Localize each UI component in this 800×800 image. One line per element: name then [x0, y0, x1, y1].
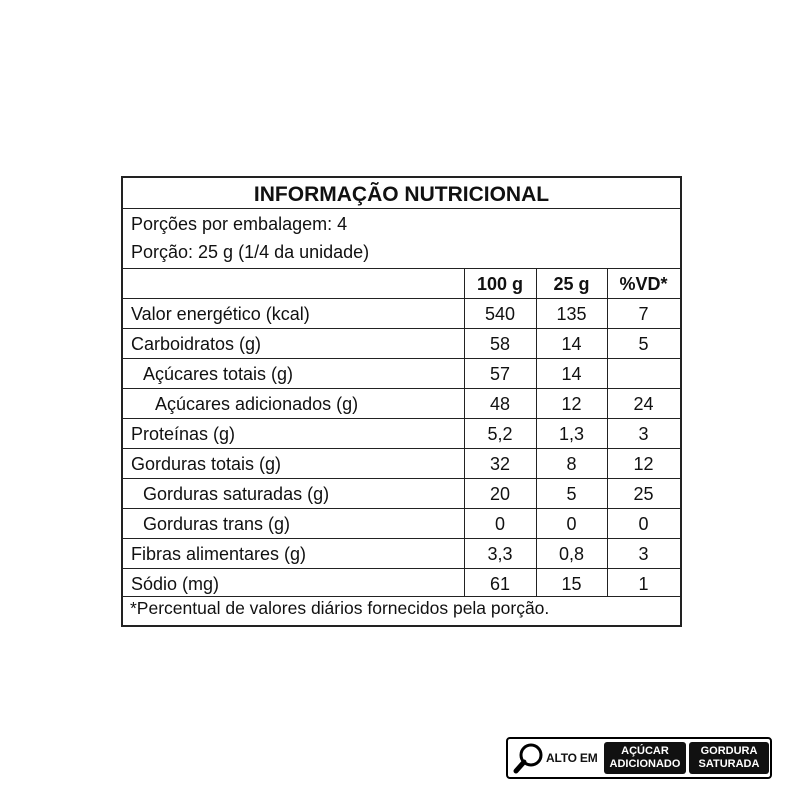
serving-size: Porção: 25 g (1/4 da unidade) [131, 242, 370, 262]
column-divider [464, 268, 465, 596]
added-sugar-warning [604, 742, 686, 774]
value-per-100g: 48 [489, 394, 511, 414]
nutrient-row [123, 509, 680, 539]
daily-value-percent: 5 [638, 334, 649, 354]
daily-value-percent: 25 [633, 484, 654, 504]
daily-value-percent [607, 359, 680, 389]
column-divider [607, 268, 608, 596]
column-header-dv: %VD* [619, 274, 668, 294]
value-per-serving: 5 [566, 484, 577, 504]
saturated-fat-warning [689, 742, 769, 774]
nutrient-name: Fibras alimentares (g) [131, 544, 307, 564]
daily-value-percent: 3 [638, 424, 649, 444]
value-per-serving: 0,8 [558, 544, 585, 564]
nutrient-row [123, 329, 680, 359]
nutrient-row [123, 359, 680, 389]
nutrient-row [123, 539, 680, 569]
value-per-100g: 32 [489, 454, 511, 474]
value-per-100g: 0 [494, 514, 505, 534]
header-row [123, 269, 680, 299]
high-in-warning-badge [506, 737, 772, 779]
nutrient-row [123, 389, 680, 419]
daily-value-percent: 3 [638, 544, 649, 564]
value-per-serving: 14 [561, 334, 582, 354]
divider [123, 596, 680, 597]
value-per-serving: 135 [556, 304, 587, 324]
nutrient-row [123, 479, 680, 509]
nutrient-name: Gorduras totais (g) [131, 454, 282, 474]
value-per-100g: 540 [484, 304, 516, 324]
magnifier-icon [512, 741, 546, 775]
value-per-100g: 5,2 [487, 424, 513, 444]
nutrient-row [123, 449, 680, 479]
value-per-serving: 8 [566, 454, 577, 474]
value-per-100g: 3,3 [487, 544, 513, 564]
column-header-100g: 100 g [476, 274, 524, 294]
nutrient-name: Gorduras saturadas (g) [143, 484, 330, 504]
nutrient-name: Açúcares adicionados (g) [155, 394, 359, 414]
nutrient-name: Sódio (mg) [131, 574, 220, 594]
value-per-serving: 15 [561, 574, 582, 594]
daily-value-percent: 7 [638, 304, 649, 324]
column-header-serving: 25 g [553, 274, 590, 294]
servings-per-package: Porções por embalagem: 4 [131, 214, 348, 234]
warning-line-1: AÇÚCAR [621, 745, 669, 757]
nutrition-facts-table [121, 176, 682, 627]
nutrient-row [123, 419, 680, 449]
value-per-serving: 0 [566, 514, 577, 534]
daily-value-percent: 12 [633, 454, 654, 474]
value-per-serving: 14 [561, 364, 582, 384]
value-per-100g: 58 [489, 334, 511, 354]
nutrient-name: Carboidratos (g) [131, 334, 262, 354]
table-title: INFORMAÇÃO NUTRICIONAL [123, 178, 680, 209]
nutrient-name: Gorduras trans (g) [143, 514, 291, 534]
daily-value-percent: 0 [638, 514, 649, 534]
nutrient-name: Valor energético (kcal) [131, 304, 310, 324]
alto-em-label: ALTO EM [546, 751, 598, 765]
alto-em-block [512, 741, 602, 775]
nutrient-name: Proteínas (g) [131, 424, 236, 444]
value-per-100g: 20 [489, 484, 511, 504]
warning-line-2: SATURADA [698, 758, 760, 770]
warning-line-2: ADICIONADO [609, 758, 681, 770]
value-per-serving: 12 [561, 394, 582, 414]
value-per-100g: 61 [489, 574, 511, 594]
value-per-serving: 1,3 [558, 424, 585, 444]
warning-line-1: GORDURA [700, 745, 758, 757]
nutrient-row [123, 299, 680, 329]
footnote: *Percentual de valores diários fornecidos pela porção. [130, 598, 550, 618]
value-per-100g: 57 [489, 364, 511, 384]
daily-value-percent: 24 [633, 394, 654, 414]
nutrient-row [123, 569, 680, 599]
column-divider [536, 268, 537, 596]
daily-value-percent: 1 [638, 574, 649, 594]
nutrient-name: Açúcares totais (g) [143, 364, 294, 384]
